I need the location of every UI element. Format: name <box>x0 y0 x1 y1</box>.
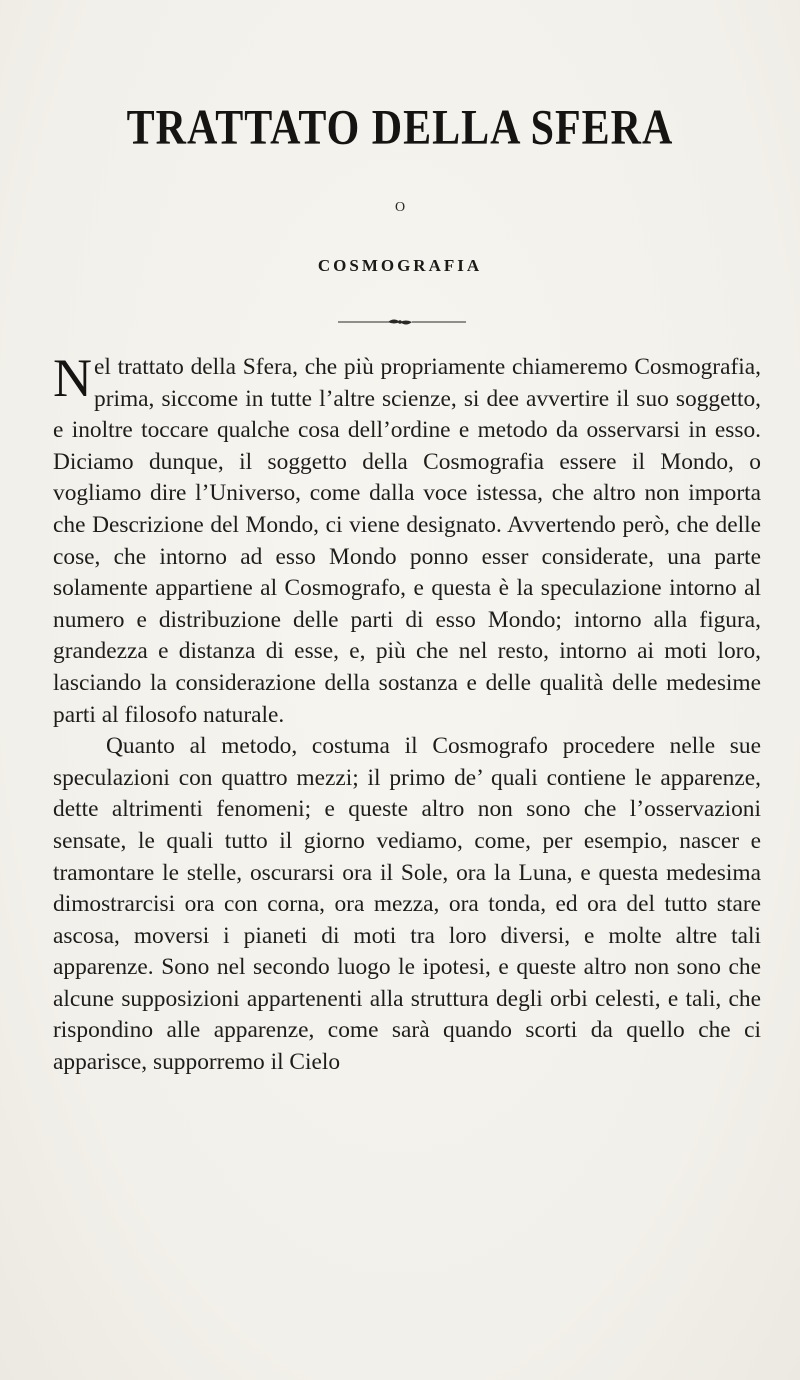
paragraph-1 <box>53 348 761 731</box>
drop-cap: N <box>53 348 92 408</box>
body-text <box>53 348 761 1079</box>
page-subtitle: COSMOGRAFIA <box>317 256 483 275</box>
paragraph-1-text: el trattato della Sfera, che più propriamente chiameremo Cosmografia, prima, siccome in tutte l’altre scienze, si dee avvertire il suo soggetto, e inoltre toccare qualche cosa dell’ordine e metodo da osservarsi in esso. Diciamo dunque, il soggetto della Cosmografia essere il Mondo, o vogliamo dire l’Universo, come dalla voce istessa, che altro non importa che Descrizione del Mondo, ci viene designato. Avvertendo però, che delle cose, che intorno ad esso Mondo ponno esser considerate, una parte solamente appartiene al Cosmografo, e questa è la speculazione intorno al numero e distribuzione delle parti di esso Mondo; intorno alla figura, grandezza e distanza di esse, e, più che nel resto, intorno ai moti loro, lasciando la considerazione della sostanza e delle qualità delle medesime parti al filosofo naturale. <box>53 354 761 728</box>
ornament-divider <box>338 316 466 328</box>
page-title: TRATTATO DELLA SFERA <box>126 101 674 156</box>
title-connector: O <box>394 200 406 215</box>
paragraph-2: Quanto al metodo, costuma il Cosmografo procedere nelle sue speculazioni con quattro mezzi; il primo de’ quali contiene le apparenze, dette altrimenti fenomeni; e queste altro non sono che l’osservazioni sensate, le quali tutto il giorno vediamo, come, per esempio, nascer e tramontare le stelle, oscurarsi ora il Sole, ora la Luna, e questa medesima dimostrarcisi ora con corna, ora mezza, ora tonda, ed ora del tutto stare ascosa, moversi i pianeti di moti tra loro diversi, e molte altre tali apparenze. Sono nel secondo luogo le ipotesi, e queste altro non sono che alcune supposizioni appartenenti alla struttura degli orbi celesti, e tali, che rispondino alle apparenze, come sarà quando scorti da quello che ci apparisce, supporremo il Cielo <box>53 733 761 1076</box>
